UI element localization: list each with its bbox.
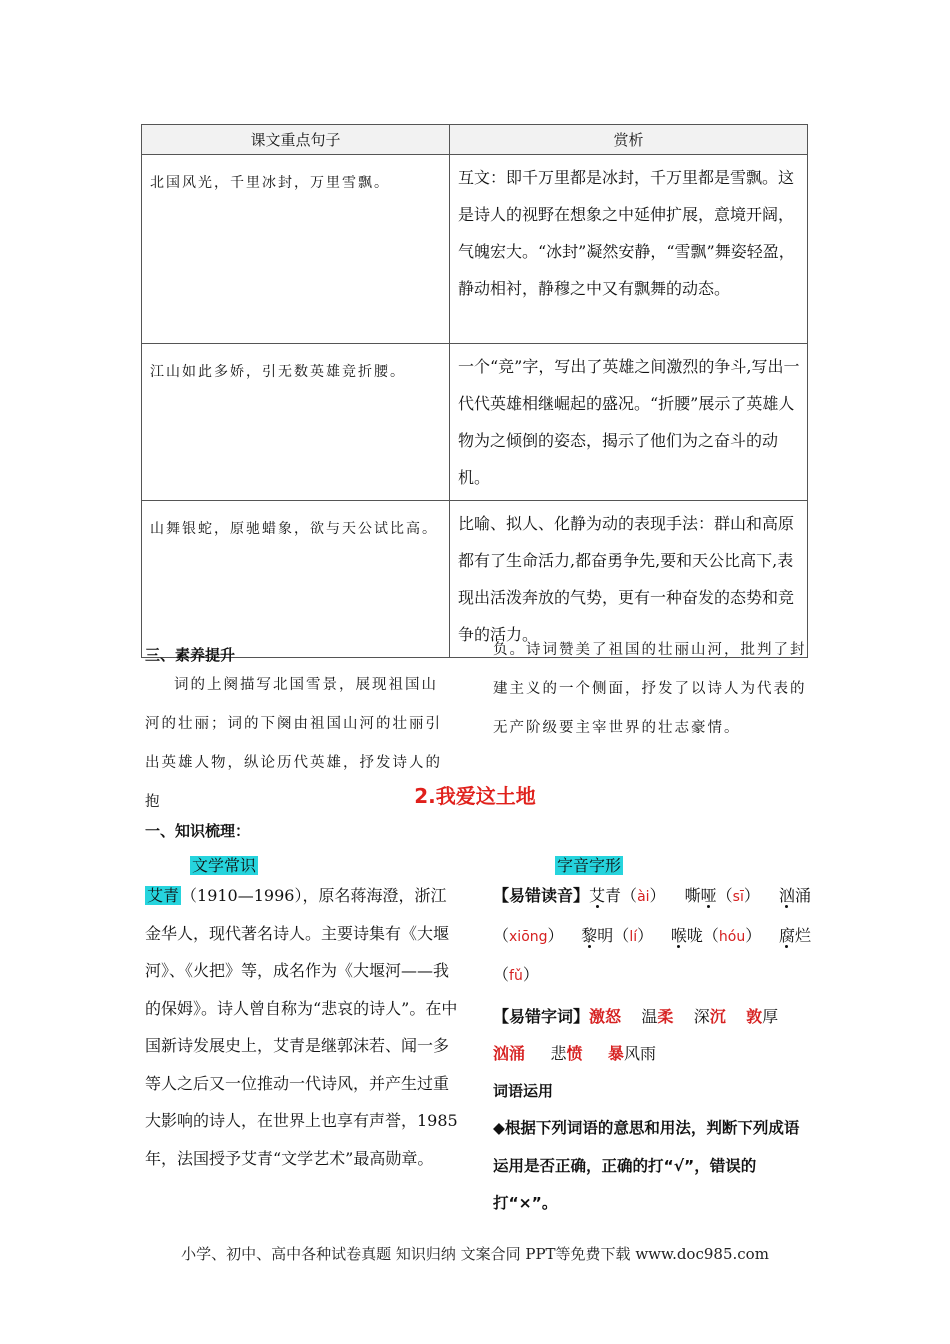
lesson-heading: 一、知识梳理： — [145, 822, 251, 840]
table-cell-analysis: 比喻、拟人、化静为动的表现手法：群山和高原都有了生命活力,都奋勇争先,要和天公比高下,表现出活泼奔放的气势，更有一种奋发的态势和竞争的活力。 — [450, 501, 808, 658]
usage-heading: 词语运用 — [493, 1081, 554, 1100]
words-line-1: 【易错字词】激怒 温柔 深沉 敦厚 — [493, 1006, 779, 1026]
author-name: 艾青 — [147, 886, 180, 905]
literature-paragraph — [145, 877, 461, 1177]
section3-heading: 三、素养提升 — [145, 646, 236, 664]
section3-left-paragraph: 词的上阕描写北国雪景，展现祖国山河的壮丽；词的下阕由祖国山河的壮丽引出英雄人物，纵论历代英雄，抒发诗人的抱 — [145, 677, 442, 810]
pron-item: 嘶哑（sī） — [684, 886, 760, 905]
table-cell-analysis: 一个“竞”字，写出了英雄之间激烈的争斗,写出一代代英雄相继崛起的盛况。“折腰”展示了英雄人物为之倾倒的姿态，揭示了他们为之奋斗的动机。 — [450, 344, 808, 501]
pronunciation-label: 字音字形 — [557, 856, 622, 875]
literature-label: 文学常识 — [192, 856, 257, 875]
section3-right-paragraph: 负。诗词赞美了祖国的壮丽山河，批判了封建主义的一个侧面，抒发了以诗人为代表的无产阶级要主宰世界的壮志豪情。 — [493, 642, 807, 736]
literature-text: （1910—1996），原名蒋海澄，浙江金华人，现代著名诗人。主要诗集有《大堰河》、《火把》等，成名作为《大堰河——我的保姆》。诗人曾自称为“悲哀的诗人”。在中国新诗发展史上，艾青是继郭沫若、闻一多等人之后又一位推动一代诗风，并产生过重大影响的诗人，在世界上也享有声誉，1985年，法国授予艾青“文学艺术”最高勋章。 — [145, 886, 458, 1168]
table-cell-sentence: 江山如此多娇，引无数英雄竞折腰。 — [142, 344, 450, 501]
table-header-sentence: 课文重点句子 — [142, 125, 450, 155]
table-row — [142, 344, 808, 501]
pronunciation-block — [493, 877, 811, 1223]
pron-item: 腐烂 — [778, 925, 811, 945]
pron-line-1 — [493, 877, 811, 917]
table-cell-sentence: 北国风光，千里冰封，万里雪飘。 — [142, 155, 450, 344]
pron-line-3: （fǔ） — [493, 965, 539, 984]
pron-line-2 — [493, 917, 811, 957]
pron-item: 喉咙（hóu） — [670, 925, 762, 945]
pron-item: 【易错读音】艾青（ài） — [493, 886, 666, 905]
table-header-analysis: 赏析 — [450, 125, 808, 155]
table-cell-sentence: 山舞银蛇，原驰蜡象，欲与天公试比高。 — [142, 501, 450, 658]
key-sentence-table — [141, 124, 808, 658]
usage-instruction: ◆根据下列词语的意思和用法，判断下列成语运用是否正确，正确的打“√”，错误的打“×”。 — [493, 1119, 800, 1212]
pron-item: （xiōng） — [493, 925, 564, 945]
table-header-row — [142, 125, 808, 155]
lesson-title: 2.我爱这土地 — [414, 784, 536, 808]
table-cell-analysis: 互文：即千万里都是冰封，千万里都是雪飘。这是诗人的视野在想象之中延伸扩展，意境开阔，气魄宏大。“冰封”凝然安静，“雪飘”舞姿轻盈，静动相衬，静穆之中又有飘舞的动态。 — [450, 155, 808, 344]
footer-text: 小学、初中、高中各种试卷真题 知识归纳 文案合同 PPT等免费下载 www.doc985.com — [181, 1245, 769, 1263]
table-row — [142, 155, 808, 344]
pron-item: 黎明（lí） — [581, 925, 654, 945]
pron-item: 汹涌 — [778, 886, 811, 905]
words-line-2: 汹涌 悲愤 暴风雨 — [493, 1044, 656, 1063]
